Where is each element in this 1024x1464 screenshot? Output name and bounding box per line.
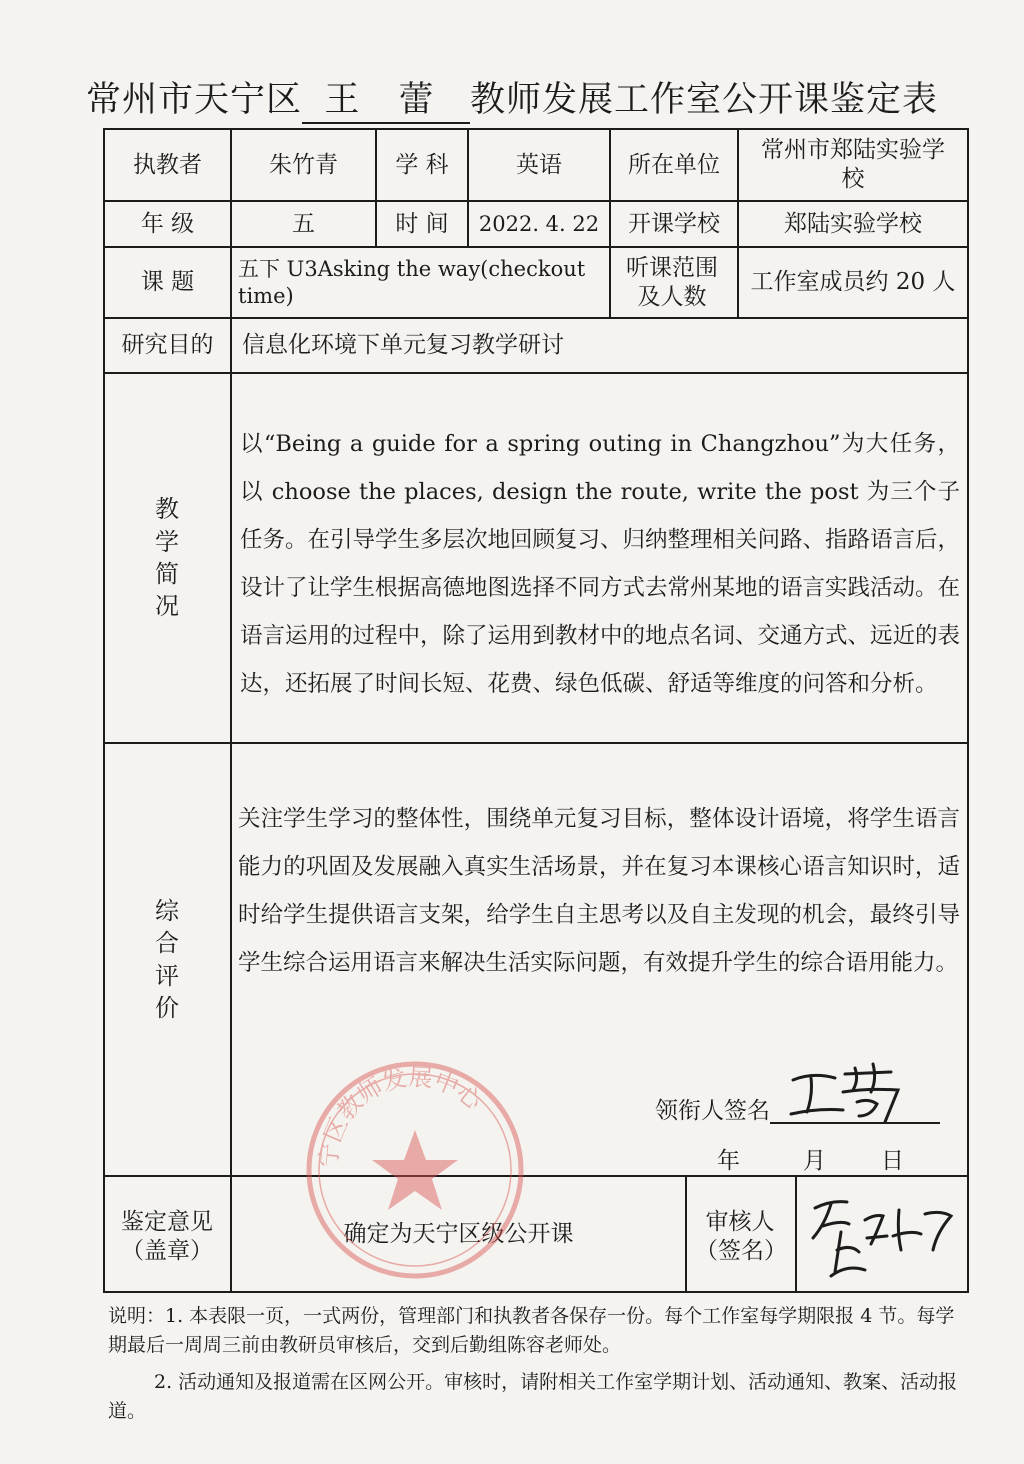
opinion-label: 鉴定意见（盖章） — [121, 1209, 213, 1264]
subject-value: 英语 — [516, 151, 562, 178]
teacher-label: 执教者 — [133, 151, 202, 178]
host-school-value: 郑陆实验学校 — [784, 210, 922, 237]
topic-value: 五下 U3Asking the way(checkout time) — [238, 257, 586, 308]
grade-label: 年 级 — [140, 210, 195, 237]
purpose-value: 信息化环境下单元复习教学研讨 — [242, 332, 564, 359]
reviewer-signature — [801, 1180, 961, 1288]
time-label: 时 间 — [395, 210, 449, 237]
note-2: 2. 活动通知及报道需在区网公开。审核时，请附相关工作室学期计划、活动通知、教案、活动报道。 — [108, 1371, 958, 1422]
evaluation-label: 综合评价 — [155, 896, 179, 1022]
audience-label: 听课范围及人数 — [626, 254, 718, 310]
unit-value: 常州市郑陆实验学校 — [761, 137, 945, 192]
svg-text:宁区教师发展中心: 宁区教师发展中心 — [314, 1063, 488, 1169]
date-day: 日 — [881, 1148, 904, 1174]
unit-label: 所在单位 — [628, 151, 720, 178]
date-month: 月 — [803, 1148, 826, 1174]
overview-text: 以“Being a guide for a spring outing in Changzhou”为大任务，以 choose the places, design the route, write the post 为三个子任务。在引导学生多层次地回顾复习、归纳整理相关问路、指路语言后，设计了让学生根据高德地图选择不同方式去常州某地的语言实践活动。在语言运用的过程中，除了运用到教材中的地点名词、交通方式、远近的表达，还拓展了时间长短、花费、绿色低碳、舒适等维度的问答和分析。 — [240, 431, 961, 697]
teacher-value: 朱竹青 — [269, 151, 338, 178]
time-value: 2022. 4. 22 — [478, 211, 600, 236]
leader-sign-label: 领衔人签名 — [655, 1098, 770, 1124]
purpose-label: 研究目的 — [121, 332, 214, 359]
page-title: 常州市天宁区 王 蕾 教师发展工作室公开课鉴定表 — [0, 72, 1024, 124]
opinion-value: 确定为天宁区级公开课 — [343, 1220, 574, 1247]
studio-name: 王 蕾 — [302, 72, 470, 124]
reviewer-label: 审核人（签名） — [695, 1209, 787, 1264]
audience-value: 工作室成员约 20 人 — [750, 269, 956, 296]
note-1: 说明：1. 本表限一页，一式两份，管理部门和执教者各保存一份。每个工作室每学期限报 4 节。每学期最后一周周三前由教研员审核后，交到后勤组陈容老师处。 — [108, 1305, 955, 1356]
appraisal-form — [103, 128, 969, 1293]
topic-label: 课 题 — [140, 269, 195, 296]
evaluation-text: 关注学生学习的整体性，围绕单元复习目标，整体设计语境，将学生语言能力的巩固及发展融入真实生活场景，并在复习本课核心语言知识时，适时给学生提供语言支架，给学生自主思考以及自主发现的机会，最终引导学生综合运用语言来解决生活实际问题，有效提升学生的综合语用能力。 — [238, 806, 960, 976]
official-seal — [300, 1055, 530, 1285]
grade-value: 五 — [292, 210, 315, 237]
leader-signature — [773, 1050, 923, 1130]
overview-label: 教学简况 — [155, 495, 179, 621]
subject-label: 学 科 — [395, 151, 449, 178]
date-year: 年 — [717, 1148, 740, 1174]
host-school-label: 开课学校 — [628, 210, 720, 237]
